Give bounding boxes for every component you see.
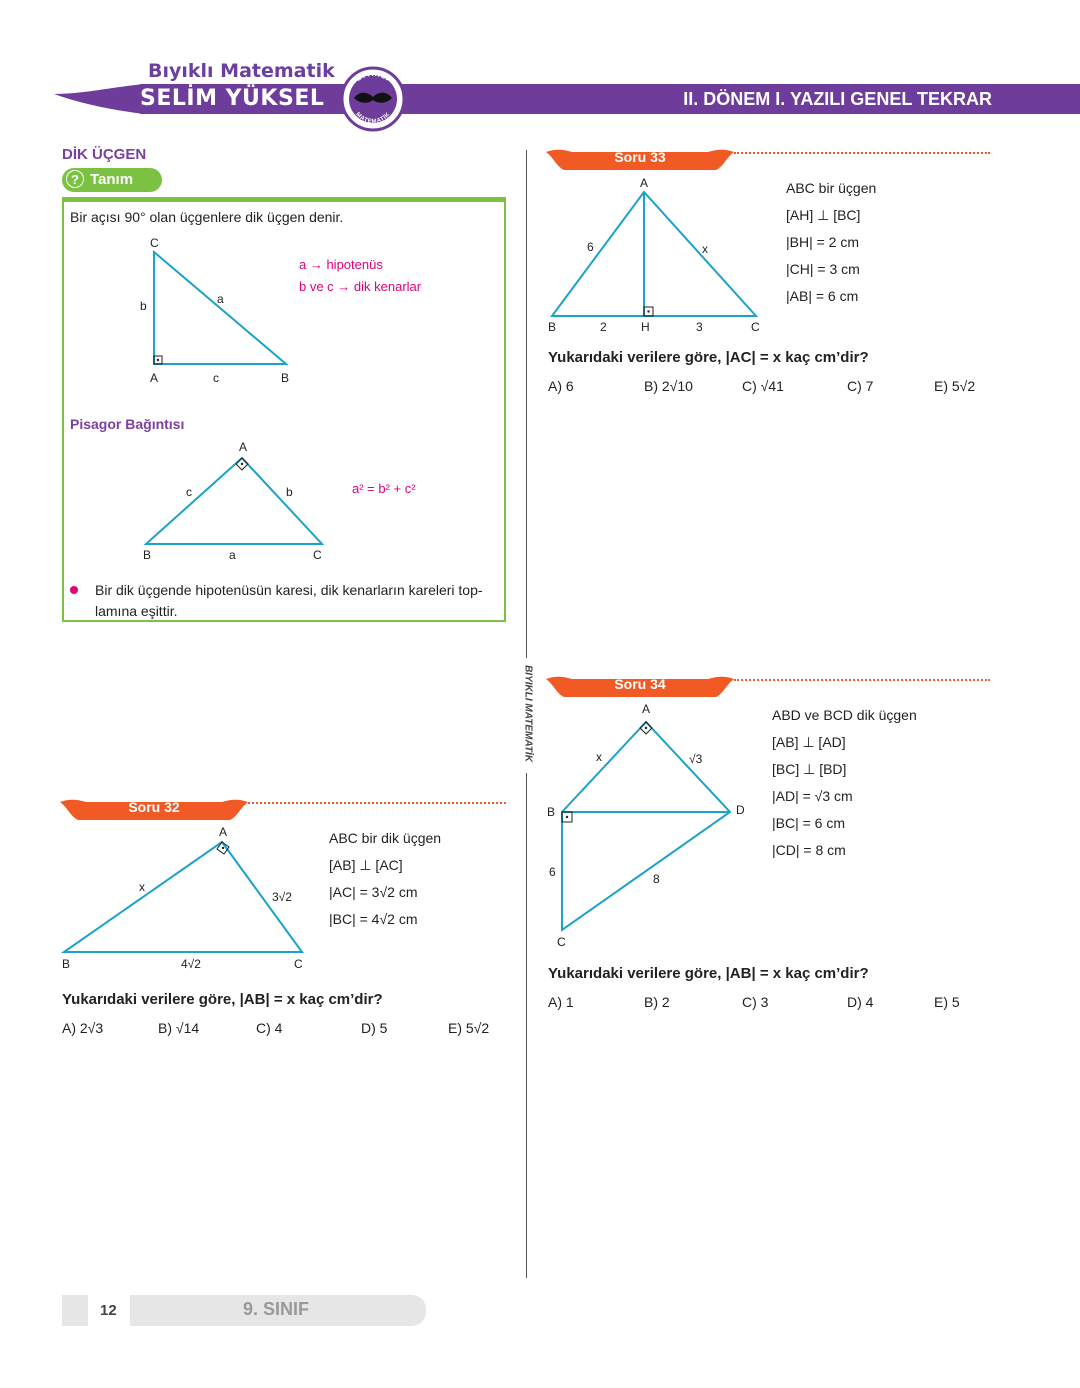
soru34-question: Yukarıdaki verilere göre, |AB| = x kaç cm’dir? [548, 965, 869, 982]
soru34-given-5: |BC| = 6 cm [772, 815, 846, 831]
soru32-question: Yukarıdaki verilere göre, |AB| = x kaç cm’dir? [62, 991, 383, 1008]
soru34-option-e[interactable]: E) 5 [934, 994, 960, 1010]
soru34-given-4: |AD| = √3 cm [772, 788, 853, 804]
soru34-label: Soru 34 [614, 676, 666, 692]
soru33-given-3: |BH| = 2 cm [786, 234, 860, 250]
soru32-option-b[interactable]: B) √14 [158, 1020, 200, 1036]
soru33-vertex-c: C [751, 320, 760, 334]
soru34-header [550, 675, 730, 697]
soru33-side-bh: 2 [600, 320, 607, 334]
soru34-option-c[interactable]: C) 3 [742, 994, 769, 1010]
soru33-option-c[interactable]: C) √41 [742, 378, 784, 394]
soru34-given-2: [AB] ⊥ [AD] [772, 734, 846, 750]
question-circle-icon: ? [66, 170, 84, 188]
soru32-vertex-c: C [294, 957, 303, 971]
soru32-given-4: |BC| = 4√2 cm [329, 911, 418, 927]
soru32-given-2: [AB] ⊥ [AC] [329, 857, 403, 873]
soru34-option-d[interactable]: D) 4 [847, 994, 874, 1010]
pythagoras-rule-text: Bir dik üçgende hipotenüsün karesi, dik kenarların kareleri top-lamına eşittir. [95, 582, 483, 619]
soru33-question: Yukarıdaki verilere göre, |AC| = x kaç cm’dir? [548, 349, 869, 366]
logo-top-text: BIYIKLI [355, 70, 391, 83]
soru33-side-ab: 6 [587, 240, 594, 254]
side-label-c: c [213, 371, 219, 385]
soru34-vertex-c: C [557, 935, 566, 949]
bullet-icon [70, 586, 78, 594]
soru34-quadrilateral-diagram [556, 716, 736, 936]
soru34-given-1: ABD ve BCD dik üçgen [772, 707, 917, 723]
soru32-divider [248, 802, 506, 804]
vertex-label-b: B [281, 371, 290, 385]
soru33-vertex-a: A [640, 176, 649, 190]
pisagor-side-b: b [286, 485, 293, 499]
soru32-side-x: x [139, 880, 145, 894]
section-title: DİK ÜÇGEN [62, 146, 147, 163]
soru32-header [64, 798, 244, 820]
pisagor-triangle-diagram [140, 452, 330, 548]
soru33-option-a[interactable]: A) 6 [548, 378, 574, 394]
soru34-vertex-b: B [547, 805, 556, 819]
soru34-side-bc: 6 [549, 865, 556, 879]
soru33-label: Soru 33 [614, 149, 666, 165]
soru33-point-h: H [641, 320, 650, 334]
soru33-given-2: [AH] ⊥ [BC] [786, 207, 861, 223]
pisagor-vertex-a: A [239, 440, 248, 454]
soru34-given-3: [BC] ⊥ [BD] [772, 761, 847, 777]
soru34-divider [734, 679, 990, 681]
soru34-side-ad: √3 [689, 752, 703, 766]
pisagor-side-c: c [186, 485, 192, 499]
soru32-side-bc: 4√2 [181, 957, 201, 971]
soru33-header [550, 148, 730, 170]
grade-label: 9. SINIF [243, 1299, 310, 1319]
soru32-option-d[interactable]: D) 5 [361, 1020, 388, 1036]
soru32-option-e[interactable]: E) 5√2 [448, 1020, 490, 1036]
soru32-option-c[interactable]: C) 4 [256, 1020, 283, 1036]
logo-bottom-text: MATEMATİK [354, 111, 392, 126]
soru32-side-ac: 3√2 [272, 890, 292, 904]
right-triangle-diagram [150, 248, 290, 370]
side-label-a: a [217, 292, 224, 306]
definition-text: Bir açısı 90° olan üçgenlere dik üçgen denir. [70, 209, 344, 225]
soru33-side-x: x [702, 242, 708, 256]
pythagoras-formula: a² = b² + c² [352, 481, 416, 496]
soru33-option-b[interactable]: B) 2√10 [644, 378, 693, 394]
soru33-given-5: |AB| = 6 cm [786, 288, 859, 304]
tanim-label: Tanım [90, 171, 134, 188]
tanim-badge [62, 168, 162, 192]
soru34-option-a[interactable]: A) 1 [548, 994, 574, 1010]
soru33-side-hc: 3 [696, 320, 703, 334]
legend-legs: b ve c → dik kenarlar [299, 279, 422, 294]
pisagor-vertex-b: B [143, 548, 152, 562]
swoosh-decoration [52, 80, 152, 120]
brand-name: SELİM YÜKSEL [140, 86, 325, 111]
soru33-option-d[interactable]: C) 7 [847, 378, 874, 394]
soru32-vertex-b: B [62, 957, 71, 971]
side-brand-text: BIYIKLI MATEMATİK [522, 665, 534, 762]
legend-hypotenuse: a → hipotenüs [299, 257, 383, 272]
soru33-given-4: |CH| = 3 cm [786, 261, 860, 277]
soru34-given-6: |CD| = 8 cm [772, 842, 846, 858]
vertex-label-a: A [150, 371, 159, 385]
page-title: II. DÖNEM I. YAZILI GENEL TEKRAR [683, 89, 992, 109]
soru32-given-3: |AC| = 3√2 cm [329, 884, 418, 900]
soru34-side-x: x [596, 750, 602, 764]
soru32-given-1: ABC bir dik üçgen [329, 830, 442, 846]
footer-tab [62, 1295, 88, 1326]
soru32-label: Soru 32 [128, 799, 180, 815]
soru33-option-e[interactable]: E) 5√2 [934, 378, 976, 394]
page-number: 12 [100, 1302, 117, 1319]
soru33-divider [734, 152, 990, 154]
side-label-b: b [140, 299, 147, 313]
soru33-triangle-diagram [548, 188, 762, 320]
soru33-given-1: ABC bir üçgen [786, 180, 877, 196]
soru34-vertex-a: A [642, 702, 651, 716]
side-brand [518, 658, 536, 773]
mustache-logo-icon [340, 66, 406, 132]
soru34-vertex-d: D [736, 803, 745, 817]
soru33-vertex-b: B [548, 320, 557, 334]
vertex-label-c: C [150, 236, 159, 250]
pisagor-title: Pisagor Bağıntısı [70, 416, 185, 432]
soru32-option-a[interactable]: A) 2√3 [62, 1020, 104, 1036]
soru32-vertex-a: A [219, 825, 228, 839]
soru34-option-b[interactable]: B) 2 [644, 994, 670, 1010]
pisagor-vertex-c: C [313, 548, 322, 562]
brand-top-text: Bıyıklı Matematik [148, 60, 335, 82]
soru34-side-cd: 8 [653, 872, 660, 886]
pisagor-side-a: a [229, 548, 236, 562]
